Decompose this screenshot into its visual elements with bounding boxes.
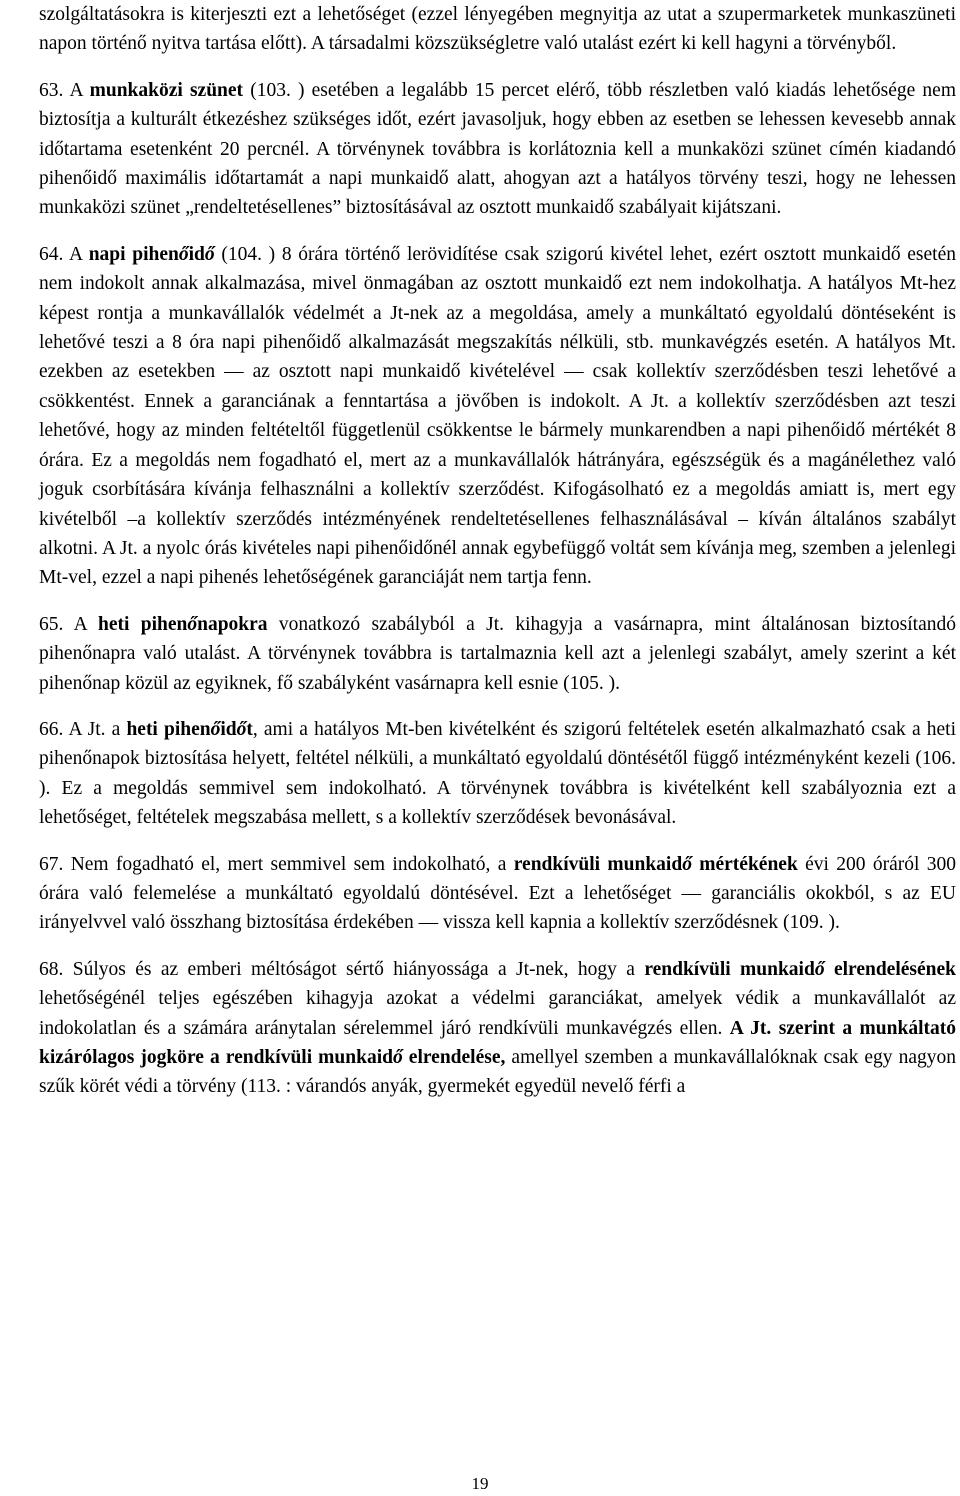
p66-bold-italic-b: ő [236,718,247,740]
p68-bold-italic-a: ő [814,958,825,980]
p67-bold-term-a: rendkívüli munkaid [513,853,683,875]
p65-body: vonatkozó szabályból a Jt. kihagyja a vasárnapra, mint általánosan biztosítandó pihenőnapra való utalást. A törvénynek továbbra is tartalmaznia kell azt a jelenlegi szabályt, amely szerint a két pihenőnap közül az egyiknek, fő szabályként vasárnapra kell esnie (105. ). [39,613,956,694]
p65-lead: 65. A [39,613,98,635]
p68-bold-italic-c: ő [392,1047,403,1068]
p64-bold-italic-b: ő [204,243,215,265]
p64-bold-italic-a: ő [178,243,189,265]
p66-bold-italic-a: ő [210,718,221,740]
p66-bold-term-a: heti pihen [126,718,211,740]
p68-body-b: amellyel szemben a munkavállalóknak csak egy nagyon szűk körét védi a törvény (113. : várandós anyák, gyermekét egyedül nevelő férfi a [39,1047,956,1098]
p68-bold-term-d: elrendelése, [402,1047,506,1068]
p68-body-a: lehetőségénél teljes egészében kihagyja azokat a védelmi garanciákat, amelyek védik a munkavállalót az indokolatlan és a számára aránytalan sérelemmel járó rendkívüli munkavégzés ellen. [39,988,956,1039]
p66-lead: 66. A Jt. a [39,718,127,740]
p67-bold-term-b: mértékének [691,853,798,875]
p67-body: évi 200 óráról 300 órára való felemelése a munkáltató egyoldalú döntésével. Ezt a lehetőséget — garanciális okokból, s az EU irányelvvel való összhang biztosítása érdekében — vissza kell kapnia a kollektív szerződésnek (109. ). [39,853,956,934]
paragraph-66 [39,715,956,833]
document-page [39,0,956,1102]
p66-bold-term-c: t [246,718,253,740]
p63-bold-term: munkaközi szünet [89,79,244,101]
paragraph-68 [39,955,956,1102]
p68-bold-term-c: A Jt. szerint a munkáltató kizárólagos jogköre a rendkívüli munkaid [39,1017,956,1068]
p65-bold-term-b: napokra [197,613,268,635]
p67-lead: 67. Nem fogadható el, mert semmivel sem indokolható, a [39,853,514,875]
p65-bold-italic-a: ő [187,613,198,635]
paragraph-64 [39,240,956,593]
p68-bold-term-b: elrendelésének [824,958,956,980]
p66-body: , ami a hatályos Mt-ben kivételként és szigorú feltételek esetén alkalmazható csak a heti pihenőnapok biztosítása helyett, feltétel nélküli, a munkáltató egyoldalú döntésétől függő intézményként kezeli (106. ). Ez a megoldás semmivel sem indokolható. A törvénynek továbbra is kivételként kell szabályoznia ezt a lehetőséget, feltételek megszabása mellett, s a kollektív szerződések bevonásával. [39,718,956,829]
p65-bold-term-a: heti pihen [97,613,188,635]
p66-bold-term-b: id [220,718,237,740]
p64-bold-term-a: napi pihen [88,243,179,265]
intro-paragraph [39,0,956,59]
paragraph-67 [39,850,956,938]
page-number: 19 [471,1474,489,1493]
p64-lead: 64. A [39,243,89,265]
p67-bold-italic-a: ő [682,853,692,875]
intro-text: szolgáltatásokra is kiterjeszti ezt a lehetőséget (ezzel lényegében megnyitja az utat a szupermarketek munkaszüneti napon történő nyitva tartása előtt). A társadalmi közszükségletre való utalást ezért ki kell hagyni a törvényből. [39,4,956,55]
p64-body: (104. ) 8 órára történő lerövidítése csak szigorú kivétel lehet, ezért osztott munkaidő esetén nem indokolt annak alkalmazása, mivel önmagában az osztott munkaidő ezt nem indokolhatja. A hatályos Mt-hez képest rontja a munkavállalók védelmét a Jt-nek az a megoldása, amely a munkáltató egyoldalú döntéseként is lehetővé teszi a 8 óra napi pihenőidő alkalmazását megszakítás nélküli, stb. munkavégzés esetén. A hatályos Mt. ezekben az esetekben — az osztott napi munkaidő kivételével — csak kollektív szerződésben teszi lehetővé a csökkentést. Ennek a garanciának a fenntartása a jövőben is indokolt. A Jt. a kollektív szerződésben azt teszi lehetővé, hogy az minden feltételtől függetlenül csökkentse le bármely munkarendben a napi pihenőidő mértékét 8 órára. Ez a megoldás nem fogadható el, mert az a munkavállalók hátrányára, egészségük és a magánélethez való joguk csorbítására kívánja felhasználni a kollektív szerződést. Kifogásolható ez a megoldás amiatt is, mert egy kivételből –a kollektív szerződés intézményének rendeltetésellenes felhasználásával – kíván általános szabályt alkotni. A Jt. a nyolc órás kivételes napi pihenőidőnél annak egybefüggő voltát sem kívánja meg, szemben a jelenlegi Mt-vel, ezzel a napi pihenés lehetőségének garanciáját nem tartja fenn. [39,243,956,589]
p68-lead: 68. Súlyos és az emberi méltóságot sértő hiányossága a Jt-nek, hogy a [39,958,645,980]
p68-bold-term-a: rendkívüli munkaid [644,958,815,980]
p64-bold-term-b: id [188,243,205,265]
paragraph-63 [39,76,956,223]
p63-lead: 63. A [39,79,90,101]
p63-body: (103. ) esetében a legalább 15 percet elérő, több részletben való kiadás lehetősége nem biztosítja a kulturált étkezéshez szükséges időt, ezért javasoljuk, hogy ebben az esetben se lehessen kevesebb annak időtartama esetenként 20 percnél. A törvénynek továbbra is korlátoznia kell a munkaközi szünet címén kiadandó pihenőidő maximális időtartamát a napi munkaidő alatt, ahogyan azt a hatályos törvény teszi, hogy ne lehessen munkaközi szünet „rendeltetésellenes” biztosításával az osztott munkaidő szabályait kijátszani. [39,79,956,219]
paragraph-65 [39,610,956,698]
